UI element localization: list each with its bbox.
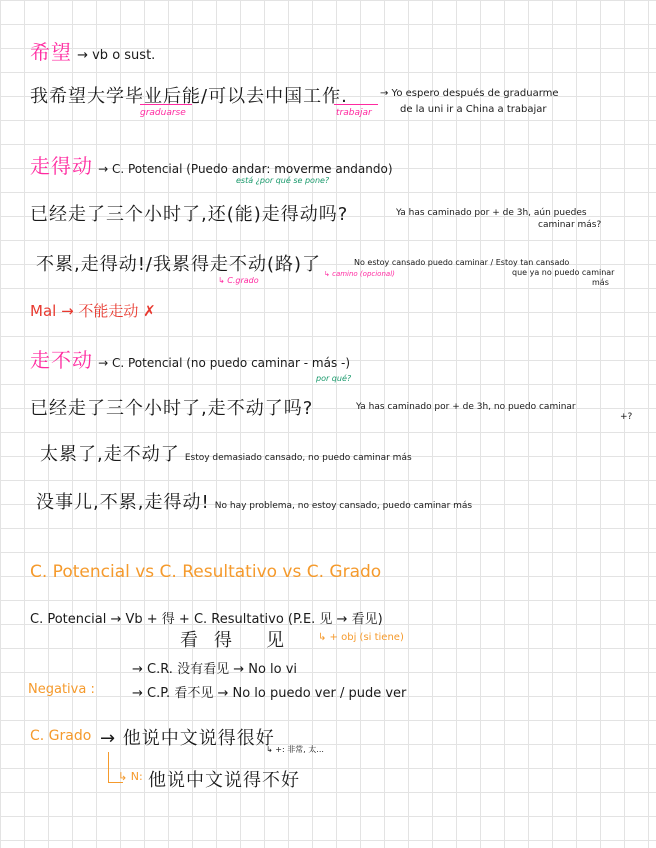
translation-spanish-a: Ya has caminado por + de 3h, aún puedes xyxy=(396,208,587,218)
heading-zou-bu-dong: 走不动 xyxy=(30,348,93,372)
note-line-10 xyxy=(36,488,472,514)
translation-spanish-b: caminar más? xyxy=(538,220,602,230)
annotation-underline xyxy=(334,104,378,105)
annotation-c-grado: ↳ C.grado xyxy=(218,276,259,285)
example-sentence-chinese: 没事儿,不累,走得动! xyxy=(36,492,210,513)
formula-char-de: 得 xyxy=(214,630,233,651)
annotation-underline xyxy=(140,104,192,105)
note-text: → C. Potencial (Puedo andar: moverme andando) xyxy=(98,162,393,176)
annotation-why: está ¿por qué se pone? xyxy=(236,176,330,185)
negativa-resultative: → C.R. 没有看见 → No lo vi xyxy=(132,662,298,677)
annotation-camino: ↳ camino (opcional) xyxy=(324,270,395,278)
annotation-graduarse: graduarse xyxy=(140,108,186,118)
note-text: → C. Potencial (no puedo caminar - más -) xyxy=(98,356,351,370)
wrong-usage-note: Mal → 不能走动 ✗ xyxy=(30,302,156,320)
section-title-complements: C. Potencial vs C. Resultativo vs C. Grado xyxy=(30,562,382,582)
annotation-obj: ↳ + obj (si tiene) xyxy=(318,632,404,643)
note-text: → vb o sust. xyxy=(77,48,156,63)
translation-spanish: No hay problema, no estoy cansado, puedo caminar más xyxy=(214,501,473,511)
potential-formula: C. Potencial → Vb + 得 + C. Resultativo (P.E. 见 → 看见) xyxy=(30,612,383,627)
negativa-label: Negativa : xyxy=(28,682,95,697)
example-sentence-chinese: 已经走了三个小时了,走不动了吗? xyxy=(30,398,314,419)
grado-example-positive: → 他说中文说得很好 xyxy=(100,728,275,749)
grado-example-negative: 他说中文说得不好 xyxy=(148,770,300,791)
heading-zou-de-dong: 走得动 xyxy=(30,154,93,178)
translation-spanish-a: No estoy cansado puedo caminar / Estoy tan cansado xyxy=(354,258,570,267)
translation-spanish-c: más xyxy=(592,278,609,287)
translation-spanish-b: de la uni ir a China a trabajar xyxy=(400,104,547,115)
translation-spanish-b: que ya no puedo caminar xyxy=(512,268,615,277)
note-line-9 xyxy=(40,440,412,466)
heading-xiwang: 希望 xyxy=(30,40,72,64)
translation-spanish-a: Ya has caminado por + de 3h, no puedo caminar xyxy=(356,402,576,412)
annotation-trabajar: trabajar xyxy=(336,108,372,118)
annotation-intensifiers: ↳ +: 非常, 太... xyxy=(266,745,324,754)
example-sentence-chinese: 不累,走得动!/我累得走不动(路)了 xyxy=(36,254,322,275)
formula-char-kan: 看 xyxy=(180,630,199,651)
annotation-why: por qué? xyxy=(316,374,352,383)
example-sentence-chinese: 已经走了三个小时了,还(能)走得动吗? xyxy=(30,204,349,225)
note-line-1 xyxy=(30,36,155,65)
negativa-potential: → C.P. 看不见 → No lo puedo ver / pude ver xyxy=(132,686,407,701)
c-grado-label: C. Grado xyxy=(30,728,92,744)
example-sentence-chinese: 太累了,走不动了 xyxy=(40,444,180,465)
note-line-3 xyxy=(30,150,393,179)
formula-char-jian: 见 xyxy=(266,630,285,651)
note-line-7 xyxy=(30,344,350,373)
translation-spanish-b: +? xyxy=(620,412,633,422)
translation-spanish-a: → Yo espero después de graduarme xyxy=(380,88,559,99)
translation-spanish: Estoy demasiado cansado, no puedo caminar más xyxy=(184,453,412,463)
negative-label: ↳ N: xyxy=(118,770,143,783)
example-sentence-chinese: 我希望大学毕业后能/可以去中国工作. xyxy=(30,86,348,107)
